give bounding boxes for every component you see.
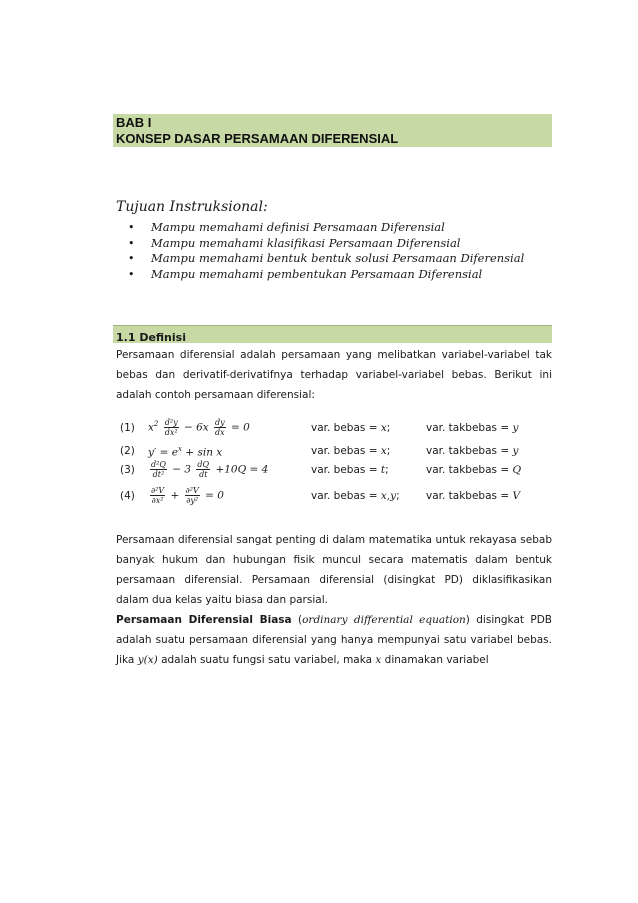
equation-number: (1) xyxy=(120,422,135,434)
list-item xyxy=(126,251,524,267)
equation-expression: $x^2$ $\frac{\text{d²y}}{\text{dx²}}$ − 6x $\frac{dy}{dx}$ = 0 xyxy=(148,418,250,437)
equation-expression: $y' = e^x + \sin x$ xyxy=(148,445,223,459)
objectives-title: Tujuan Instruksional: xyxy=(116,199,268,215)
dependent-variable: var. takbebas = V xyxy=(426,490,521,502)
equation-number: (3) xyxy=(120,464,135,476)
chapter-number: BAB I xyxy=(116,115,152,130)
independent-variable: var. bebas = x; xyxy=(311,445,391,457)
independent-variable: var. bebas = x; xyxy=(311,422,391,434)
ode-paragraph: Persamaan Diferensial Biasa (ordinary differential equation) disingkat PDB adalah suatu persamaan diferensial yang hanya mempunyai satu variabel bebas. Jika y(x) adalah suatu fungsi satu variabel, maka x dinamakan variabel xyxy=(116,614,552,666)
importance-paragraph: Persamaan diferensial sangat penting di dalam matematika untuk rekayasa sebab banyak hukum dan hubungan fisik muncul secara matematis dalam bentuk persamaan diferensial. Persamaan diferensial (disingkat PD) diklasifikasikan dalam dua kelas yaitu biasa dan parsial. xyxy=(116,534,552,606)
objective-text: Mampu memahami definisi Persamaan Diferensial xyxy=(151,220,445,234)
objectives-list xyxy=(126,220,524,282)
definition-paragraph: Persamaan diferensial adalah persamaan yang melibatkan variabel-variabel tak bebas dan derivatif-derivatifnya terhadap variabel-variabel bebas. Berikut ini adalah contoh persamaan diferensial: xyxy=(116,349,552,401)
objective-text: Mampu memahami bentuk bentuk solusi Persamaan Diferensial xyxy=(151,251,525,265)
objective-text: Mampu memahami pembentukan Persamaan Diferensial xyxy=(151,266,483,281)
equation-number: (2) xyxy=(120,445,135,457)
equation-expression: $\frac{\text{∂²V}}{\text{∂x²}}$ + $\frac{\text{∂²V}}{\text{∂y²}}$ = 0 xyxy=(151,486,224,505)
ode-term-english: ordinary differential equation xyxy=(302,614,466,626)
equation-expression: $\frac{\text{d²Q}}{\text{dt²}}$ − 3 $\frac{dQ}{dt}$ +10Q = 4 xyxy=(151,460,269,479)
section-title: 1.1 Definisi xyxy=(116,331,186,344)
chapter-heading xyxy=(113,114,552,147)
equation-number: (4) xyxy=(120,490,135,502)
independent-variable: var. bebas = x,y; xyxy=(311,490,400,502)
dependent-variable: var. takbebas = y xyxy=(426,445,519,457)
bullet-icon: • xyxy=(128,252,135,265)
equation-row xyxy=(116,418,552,440)
equation-row xyxy=(116,486,552,508)
objective-text: Mampu memahami klasifikasi Persamaan Diferensial xyxy=(151,235,461,250)
chapter-title: KONSEP DASAR PERSAMAAN DIFERENSIAL xyxy=(116,131,399,146)
ode-term: Persamaan Diferensial Biasa xyxy=(116,614,292,626)
list-item xyxy=(126,267,524,283)
bullet-icon: • xyxy=(128,221,135,234)
list-item xyxy=(126,236,524,252)
section-heading xyxy=(113,325,552,343)
dependent-variable: var. takbebas = Q xyxy=(426,464,522,476)
bullet-icon: • xyxy=(128,236,135,250)
bullet-icon: • xyxy=(128,267,135,281)
equation-row xyxy=(116,460,552,482)
dependent-variable: var. takbebas = y xyxy=(426,422,519,434)
independent-variable: var. bebas = t; xyxy=(311,464,389,476)
list-item xyxy=(126,220,524,236)
